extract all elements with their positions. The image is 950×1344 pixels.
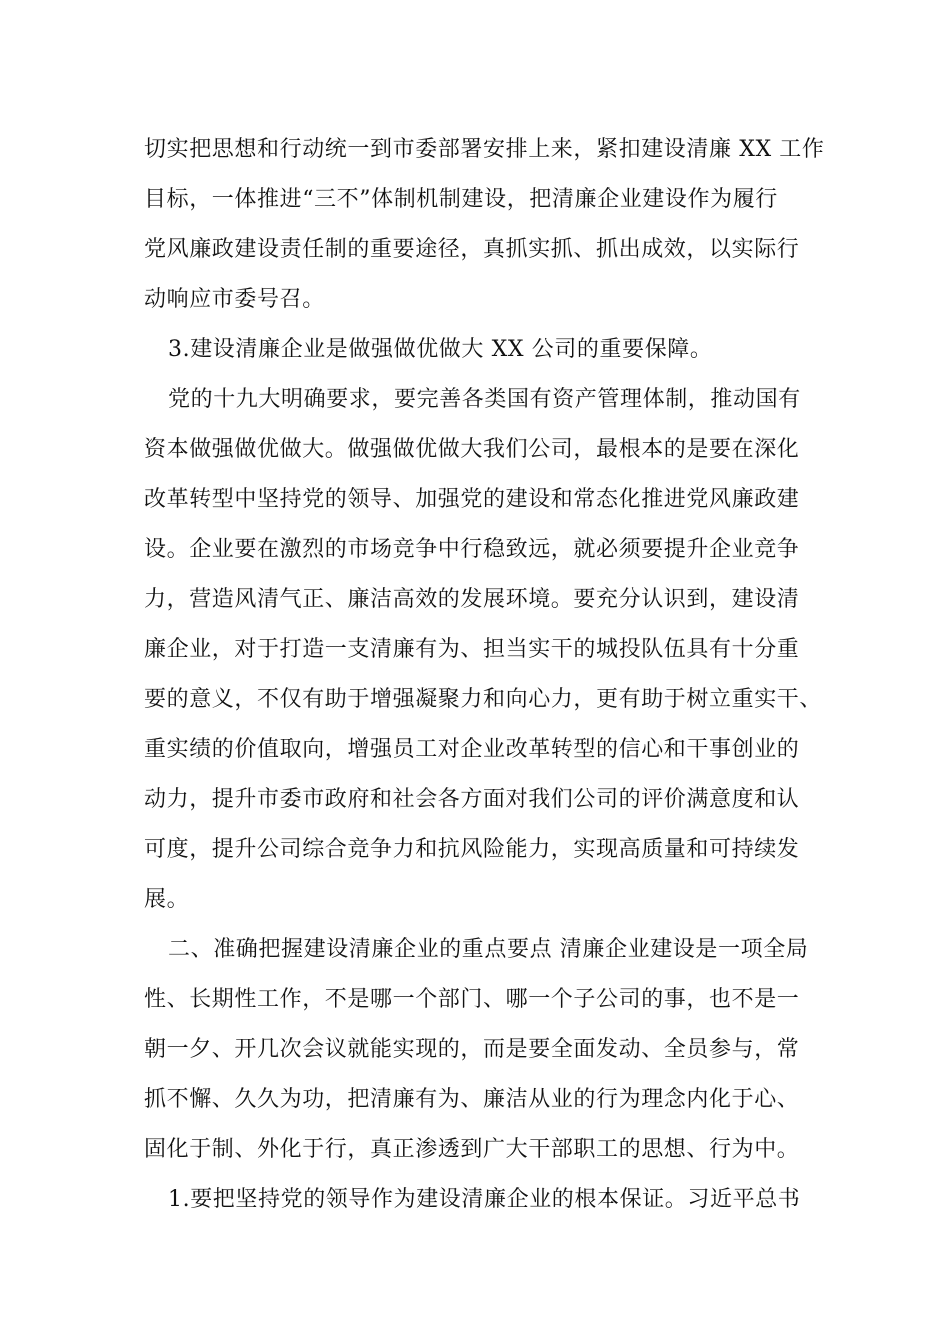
text-line: 要的意义，不仅有助于增强凝聚力和向心力，更有助于树立重实干、 <box>144 687 823 712</box>
text-line: 展。 <box>144 887 190 912</box>
text-line: 廉企业，对于打造一支清廉有为、担当实干的城投队伍具有十分重 <box>144 637 800 662</box>
text-line: 固化于制、外化于行，真正渗透到广大干部职工的思想、行为中。 <box>144 1137 800 1162</box>
text-line: 性、长期性工作，不是哪一个部门、哪一个子公司的事，也不是一 <box>144 987 800 1012</box>
text-line: 党的十九大明确要求，要完善各类国有资产管理体制，推动国有 <box>168 387 801 412</box>
text-line: 改革转型中坚持党的领导、加强党的建设和常态化推进党风廉政建 <box>144 487 800 512</box>
text-line: 目标，一体推进“三不”体制机制建设，把清廉企业建设作为履行 <box>144 187 778 212</box>
text-line: 力，营造风清气正、廉洁高效的发展环境。要充分认识到，建设清 <box>144 587 800 612</box>
text-line: 重实绩的价值取向，增强员工对企业改革转型的信心和干事创业的 <box>144 737 800 762</box>
text-line: 动响应市委号召。 <box>144 287 325 312</box>
text-line: 朝一夕、开几次会议就能实现的，而是要全面发动、全员参与，常 <box>144 1037 800 1062</box>
text-line: 党风廉政建设责任制的重要途径，真抓实抓、抓出成效，以实际行 <box>144 237 800 262</box>
text-line: 设。企业要在激烈的市场竞争中行稳致远，就必须要提升企业竞争 <box>144 537 800 562</box>
text-line: 抓不懈、久久为功，把清廉有为、廉洁从业的行为理念内化于心、 <box>144 1087 800 1112</box>
text-line: 切实把思想和行动统一到市委部署安排上来，紧扣建设清廉 XX 工作 <box>144 137 825 162</box>
section-heading: 1.要把坚持党的领导作为建设清廉企业的根本保证。习近平总书 <box>168 1187 801 1212</box>
text-line: 动力，提升市委市政府和社会各方面对我们公司的评价满意度和认 <box>144 787 800 812</box>
section-heading: 二、准确把握建设清廉企业的重点要点 清廉企业建设是一项全局 <box>168 937 809 962</box>
text-line: 资本做强做优做大。做强做优做大我们公司，最根本的是要在深化 <box>144 437 800 462</box>
text-line: 可度，提升公司综合竞争力和抗风险能力，实现高质量和可持续发 <box>144 837 800 862</box>
section-heading: 3.建设清廉企业是做强做优做大 XX 公司的重要保障。 <box>168 337 713 362</box>
